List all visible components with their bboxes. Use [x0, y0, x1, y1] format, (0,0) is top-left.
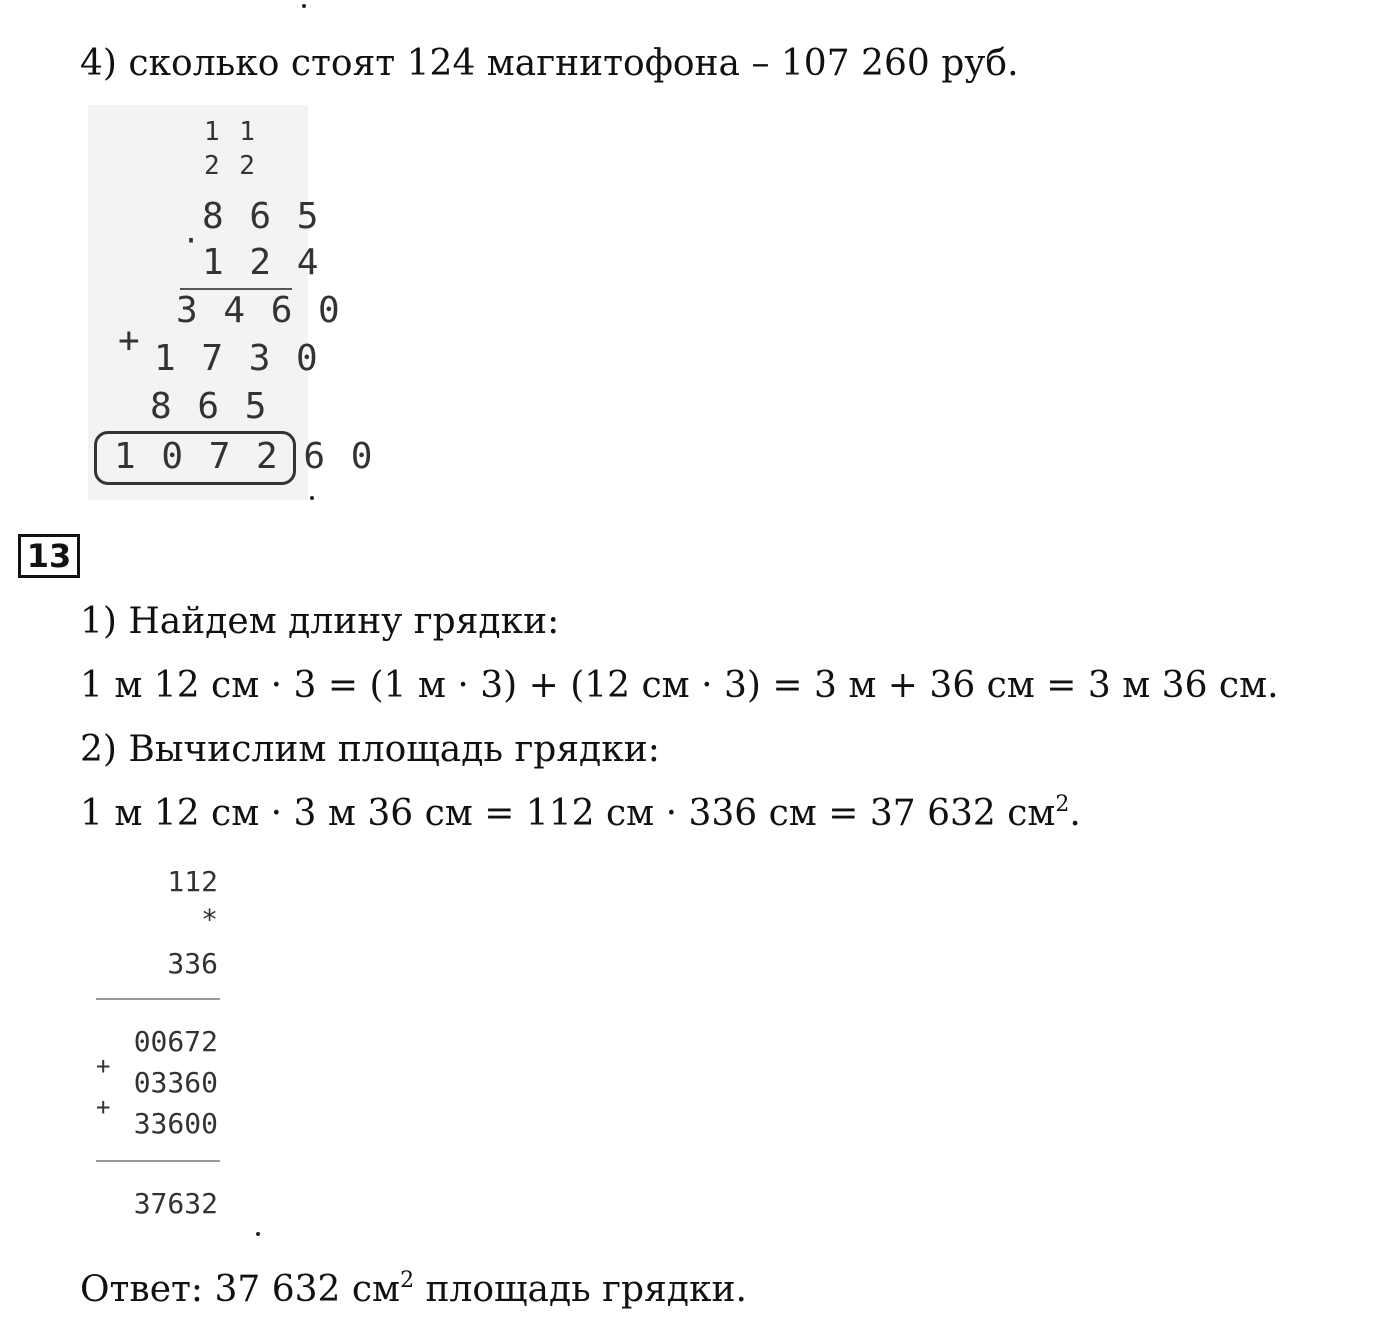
calc-row-1: 00672: [133, 1025, 218, 1058]
answer-suffix: площадь грядки.: [414, 1269, 747, 1310]
calc-plus-1: +: [96, 1052, 111, 1080]
step1-calculation: 1 м 12 см · 3 = (1 м · 3) + (12 см · 3) = 3 м + 36 см = 3 м 36 см.: [80, 665, 1279, 706]
step2-heading: 2) Вычислим площадь грядки:: [80, 729, 660, 770]
partial-2: 1 7 3 0: [154, 338, 320, 379]
step2-period: .: [1069, 793, 1081, 834]
partial-1: 3 4 6 0: [176, 290, 342, 331]
handwritten-multiplication: [88, 105, 375, 500]
calc-multiplier: 336: [167, 947, 218, 980]
carry-top: 1 1: [204, 117, 257, 147]
step4-text: 4) сколько стоят 124 магнитофона – 107 260 руб.: [80, 43, 1019, 84]
step2-calculation: [80, 792, 1081, 834]
result: 1 0 7 2 6 0: [114, 436, 375, 477]
calc-plus-2: +: [96, 1093, 111, 1121]
step1-heading: 1) Найдем длину грядки:: [80, 601, 560, 642]
period-dot-2: [256, 1232, 260, 1236]
period-dot: [310, 496, 314, 500]
task-number: 13: [18, 534, 80, 578]
times-dot: ·: [182, 224, 203, 259]
step2-calc-text: 1 м 12 см · 3 м 36 см = 112 см · 336 см = 37 632 см: [80, 793, 1056, 834]
multiplicand: 8 6 5: [202, 196, 321, 237]
answer-line: [80, 1268, 747, 1310]
plus-sign: +: [118, 320, 142, 361]
multiplier: 1 2 4: [202, 242, 321, 283]
calc-row-2: 03360: [133, 1066, 218, 1099]
calc-rule-2: [96, 1160, 220, 1162]
carry-bottom: 2 2: [204, 151, 257, 181]
calc-result: 37632: [133, 1187, 218, 1220]
calc-row-3: 33600: [133, 1107, 218, 1140]
step2-superscript: 2: [1055, 792, 1070, 817]
stray-dot: [302, 4, 306, 8]
calc-star: *: [201, 903, 218, 936]
answer-text: Ответ: 37 632 см: [80, 1269, 401, 1310]
calc-multiplicand: 112: [167, 865, 218, 898]
calc-rule-1: [96, 998, 220, 1000]
column-multiplication: [96, 860, 226, 1230]
partial-3: 8 6 5: [150, 386, 269, 427]
answer-superscript: 2: [400, 1268, 415, 1293]
